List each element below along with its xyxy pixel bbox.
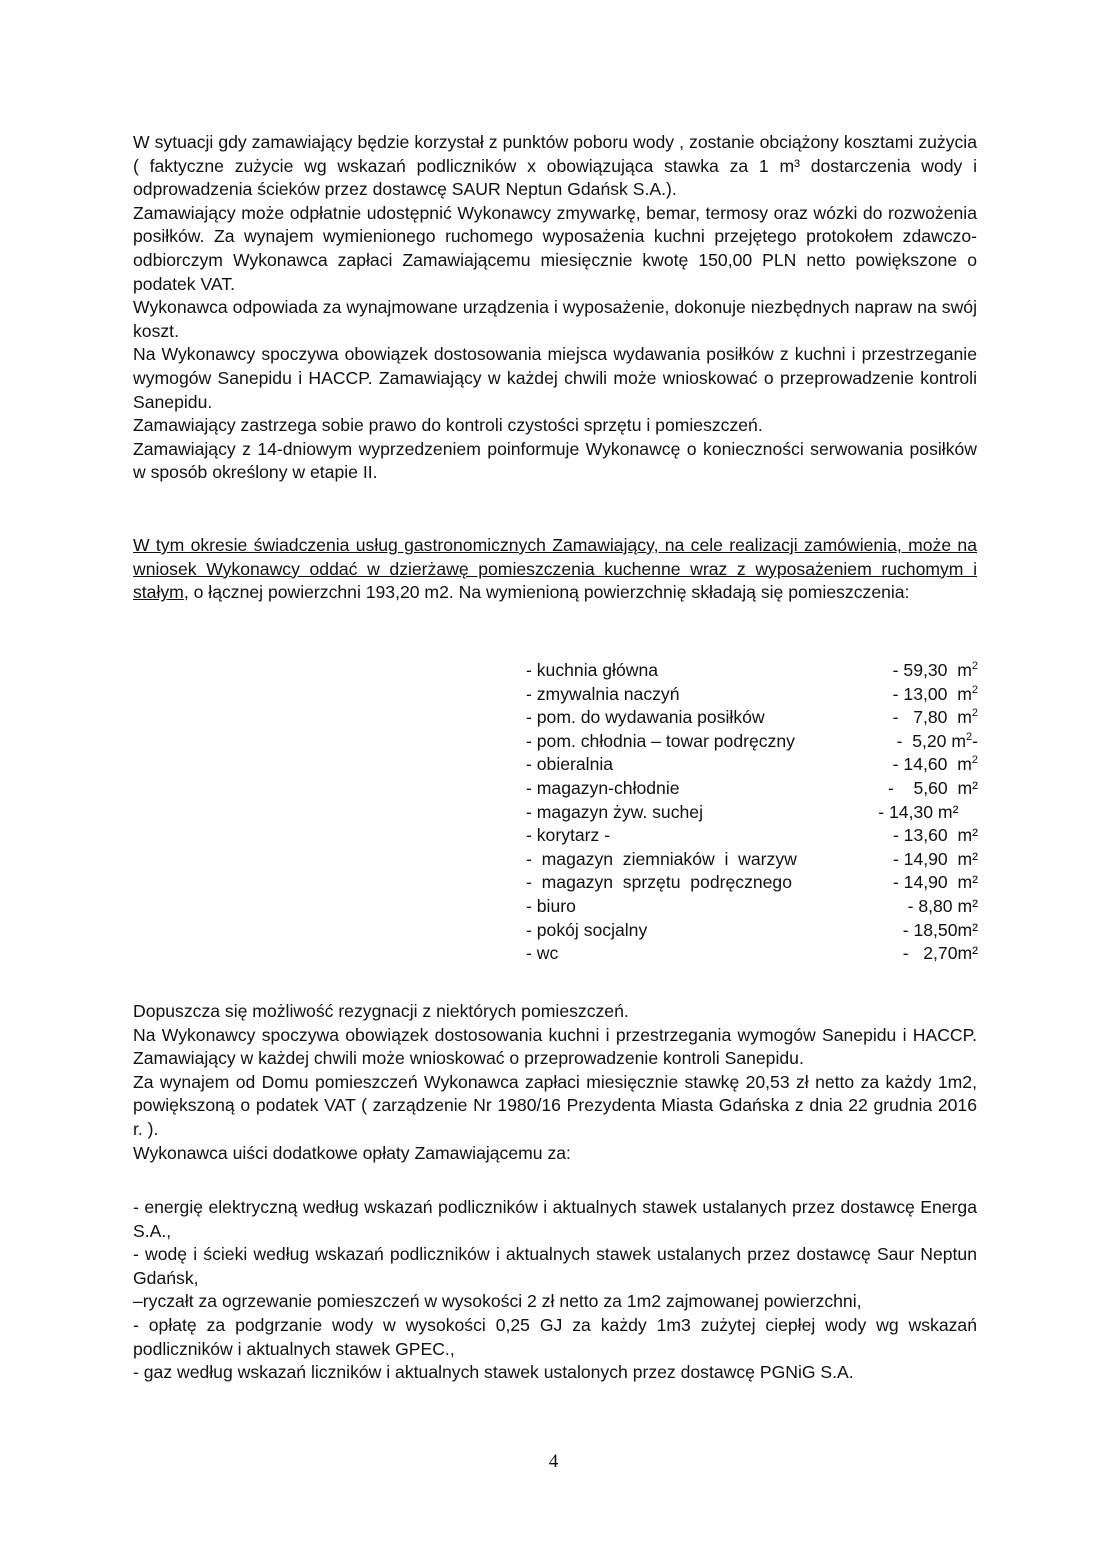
fee-item-water: - wodę i ścieki według wskazań podliczników i aktualnych stawek ustalanych przez dostawcę Saur Neptun Gdańsk, [133, 1244, 977, 1288]
area-unit-superscript: 2 [971, 683, 978, 696]
room-name: - wc [526, 943, 559, 964]
room-row [526, 706, 978, 730]
room-area-value: - 7,80 m [892, 707, 972, 728]
room-row [526, 683, 978, 707]
paragraph-inspection-right: Zamawiający zastrzega sobie prawo do kontroli czystości sprzętu i pomieszczeń. [133, 415, 763, 436]
paragraph-kitchen-sanepid: Na Wykonawcy spoczywa obowiązek dostosowania kuchni i przestrzegania wymogów Sanepidu i HACCP. Zamawiający w każdej chwili może wnioskować o przeprowadzenie kontroli Sanepidu. [133, 1024, 977, 1069]
room-row [526, 753, 978, 777]
room-name: - pom. chłodnia – towar podręczny [526, 730, 795, 751]
room-name: - pom. do wydawania posiłków [526, 707, 765, 728]
room-list [526, 659, 978, 966]
conditions-section [133, 1000, 977, 1165]
fee-item-hot-water: - opłatę za podgrzanie wody w wysokości 0,25 GJ za każdy 1m3 zużytej ciepłej wody wg wskazań podliczników i aktualnych stawek GPEC., [133, 1314, 977, 1359]
paragraph-water-usage: W sytuacji gdy zamawiający będzie korzystał z punktów poboru wody , zostanie obciążony kosztami zużycia ( faktyczne zużycie wg wskazań podliczników x obowiązująca stawka za 1 m³ dostarczenia wody i odprowadzenia ścieków przez dostawcę SAUR Neptun Gdańsk S.A.). [133, 132, 977, 200]
room-area-value: - 14,90 m² [892, 872, 978, 893]
paragraph-contractor-responsibility: Wykonawca odpowiada za wynajmowane urządzenia i wyposażenie, dokonuje niezbędnych napraw na swój koszt. [133, 297, 977, 341]
paragraph-equipment-rental: Zamawiający może odpłatnie udostępnić Wykonawcy zmywarkę, bemar, termosy oraz wózki do rozwożenia posiłków. Za wynajem wymienionego ruchomego wyposażenia kuchni przejętego protokołem zdawczo-odbiorczym Wykonawca zapłaci Zamawiającemu miesięcznie kwotę 150,00 PLN netto powiększone o podatek VAT. [133, 202, 977, 294]
room-name: - magazyn ziemniaków i warzyw [526, 848, 797, 869]
room-area [893, 683, 978, 707]
lease-section [133, 534, 977, 605]
room-name: - zmywalnia naczyń [526, 683, 680, 704]
room-area [903, 919, 978, 943]
intro-section [133, 131, 977, 485]
area-unit-superscript: 2 [971, 754, 978, 767]
room-row [526, 871, 978, 895]
room-row [526, 942, 978, 966]
room-area-value: - 18,50m² [902, 919, 978, 940]
paragraph-additional-fees-intro: Wykonawca uiści dodatkowe opłaty Zamawiającemu za: [133, 1142, 571, 1163]
room-area-value: - 59,30 m [892, 660, 972, 680]
room-name: - pokój socjalny [526, 919, 648, 940]
room-area-value: - 13,00 m [892, 683, 972, 704]
room-name: - magazyn żyw. suchej [526, 801, 703, 822]
fee-list [133, 1196, 977, 1385]
room-row [526, 848, 978, 872]
room-row [526, 919, 978, 943]
room-area [908, 895, 978, 919]
paragraph-stage-two-notice: Zamawiający z 14-dniowym wyprzedzeniem poinformuje Wykonawcę o konieczności serwowania posiłków w sposób określony w etapie II. [133, 438, 977, 483]
room-area-value: - 5,60 m² [888, 777, 978, 798]
room-area-value: - 8,80 m² [907, 895, 978, 916]
room-name: - korytarz - [526, 825, 611, 846]
room-name: - obieralnia [526, 754, 614, 775]
room-area [893, 753, 978, 777]
room-area-tail: - [972, 730, 978, 751]
page-number: 4 [548, 1451, 559, 1472]
room-row [526, 824, 978, 848]
paragraph-room-resignation: Dopuszcza się możliwość rezygnacji z niektórych pomieszczeń. [133, 1001, 629, 1021]
lease-underlined-text: W tym okresie świadczenia usług gastronomicznych Zamawiający, na cele realizacji zamówienia, może na wniosek Wykonawcy oddać w dzierżawę pomieszczenia kuchenne wraz z wyposażeniem ruchomym i stałym [133, 535, 977, 603]
room-name: - magazyn sprzętu podręcznego [526, 872, 793, 893]
room-row [526, 730, 978, 754]
room-area-value: - 2,70m² [902, 943, 978, 964]
fee-item-heating: –ryczałt za ogrzewanie pomieszczeń w wysokości 2 zł netto za 1m2 zajmowanej powierzchni, [133, 1291, 862, 1312]
area-unit-superscript: 2 [971, 660, 978, 673]
paragraph-sanepid-obligation: Na Wykonawcy spoczywa obowiązek dostosowania miejsca wydawania posiłków z kuchni i przestrzeganie wymogów Sanepidu i HACCP. Zamawiający w każdej chwili może wnioskować o przeprowadzenie kontroli Sanepidu. [133, 344, 977, 412]
room-area [878, 801, 978, 825]
area-unit-superscript: 2 [971, 707, 978, 720]
room-row [526, 659, 978, 683]
room-row [526, 895, 978, 919]
room-area [893, 848, 978, 872]
room-area-value: - 14,90 m² [892, 848, 978, 869]
room-area [893, 824, 978, 848]
room-row [526, 777, 978, 801]
room-area [888, 777, 978, 801]
room-area-value: - 14,60 m [892, 754, 972, 775]
room-area-value: - 13,60 m² [892, 825, 978, 846]
area-unit-superscript: 2 [966, 730, 973, 743]
room-area-value: - 14,30 m² [878, 801, 978, 822]
fee-item-gas: - gaz według wskazań liczników i aktualnych stawek ustalonych przez dostawcę PGNiG S.A. [133, 1362, 854, 1383]
room-name: - magazyn-chłodnie [526, 777, 680, 798]
room-row [526, 801, 978, 825]
room-name: - kuchnia główna [526, 660, 659, 680]
room-area [903, 942, 978, 966]
paragraph-lease [133, 534, 977, 605]
lease-rest-text: , o łącznej powierzchni 193,20 m2. Na wymienioną powierzchnię składają się pomieszczenia: [183, 582, 910, 603]
room-area [893, 706, 978, 730]
room-area [893, 871, 978, 895]
room-name: - biuro [526, 895, 576, 916]
room-area [897, 730, 978, 754]
paragraph-rent-rate: Za wynajem od Domu pomieszczeń Wykonawca zapłaci miesięcznie stawkę 20,53 zł netto za każdy 1m2, powiększoną o podatek VAT ( zarządzenie Nr 1980/16 Prezydenta Miasta Gdańska z dnia 22 grudnia 2016 r. ). [133, 1071, 977, 1139]
fee-item-electricity: - energię elektryczną według wskazań podliczników i aktualnych stawek ustalanych przez dostawcę Energa S.A., [133, 1197, 977, 1241]
room-area-value: - 5,20 m [896, 730, 967, 751]
room-area [893, 659, 978, 683]
